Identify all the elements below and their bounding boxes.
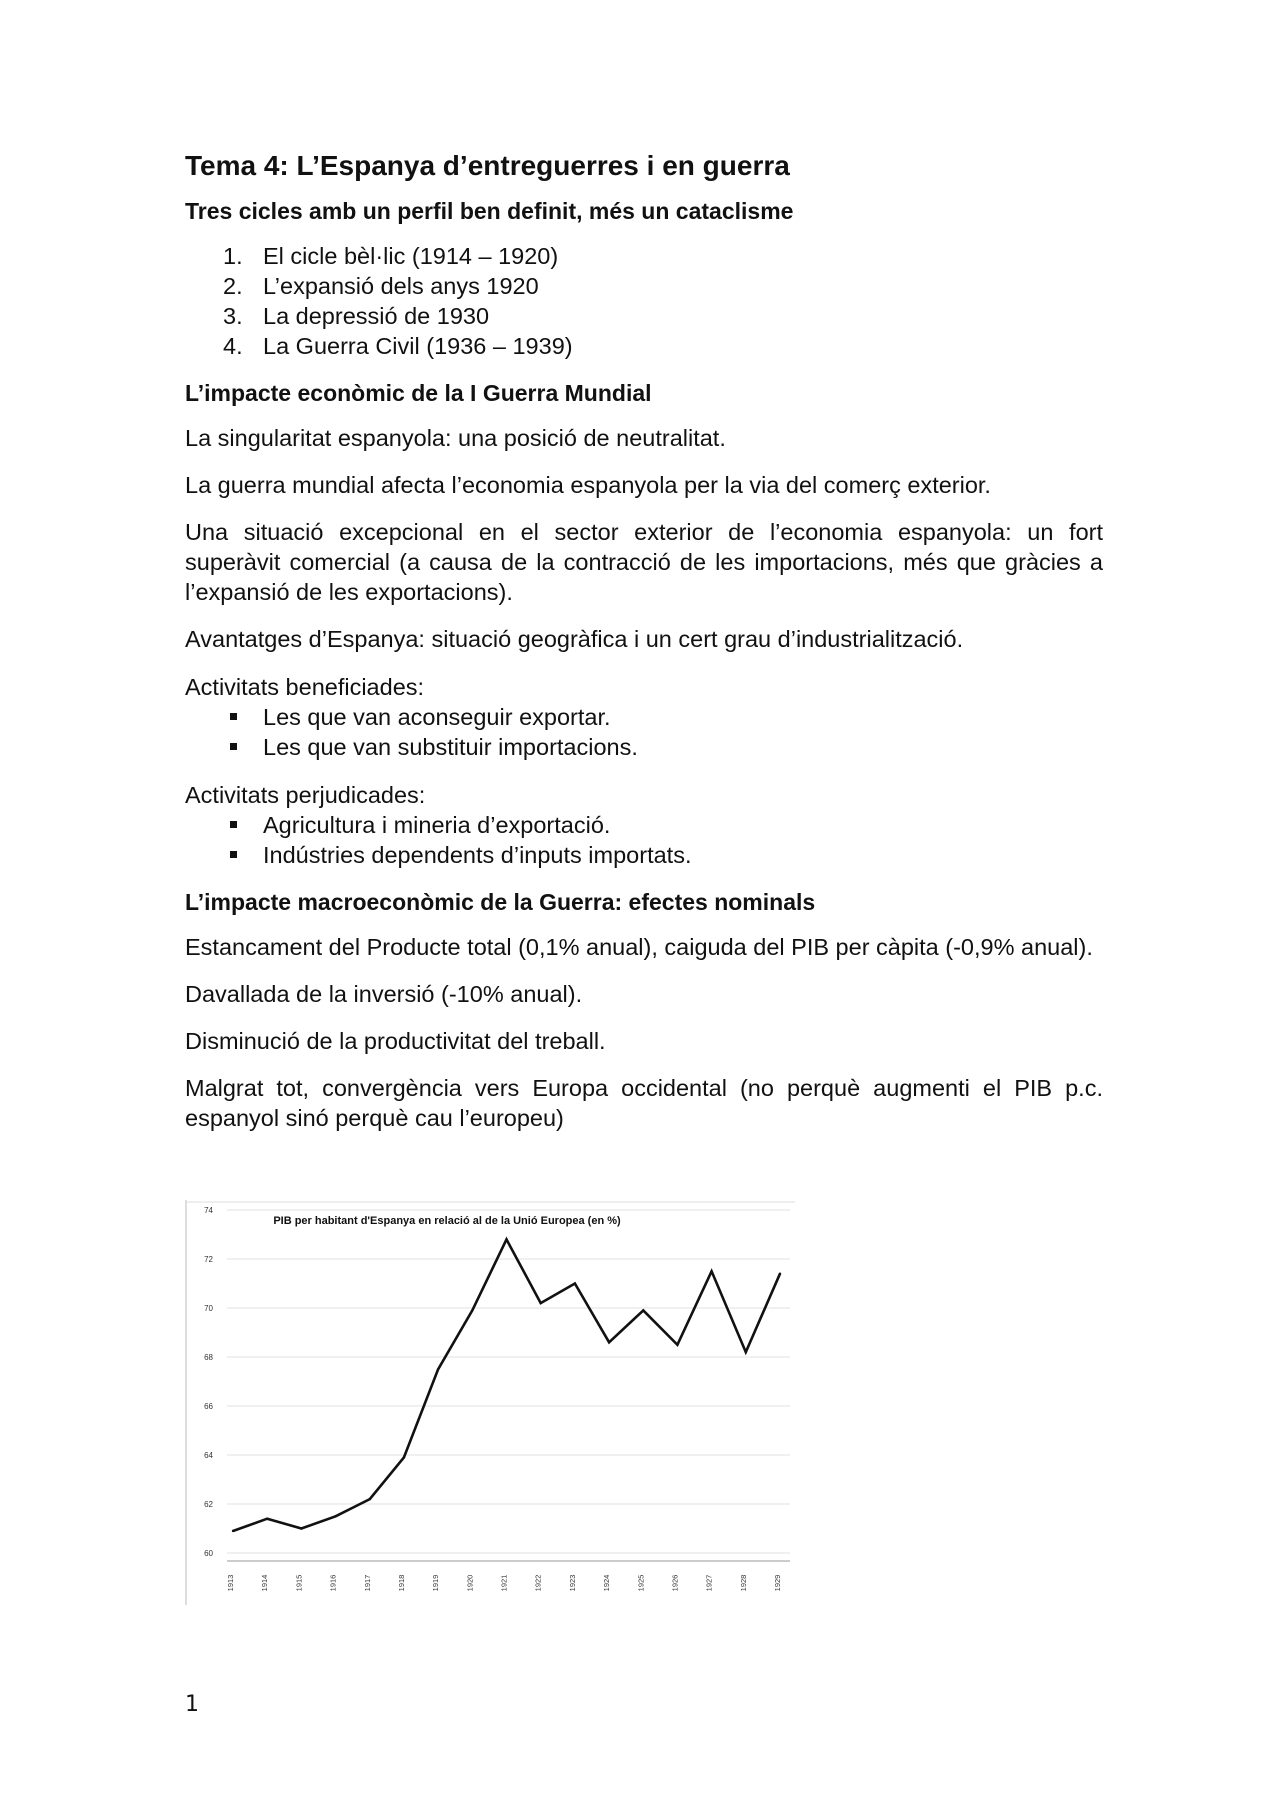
y-tick-label: 62 [204, 1500, 213, 1509]
data-point [710, 1270, 712, 1272]
y-tick-label: 60 [204, 1549, 213, 1558]
x-tick-label: 1915 [294, 1574, 304, 1592]
gdp-chart [185, 1200, 805, 1605]
document-body [185, 148, 1103, 1150]
paragraph: Estancament del Producte total (0,1% anual), caiguda del PIB per càpita (-0,9% anual). [185, 933, 1093, 960]
section-heading-cycles: Tres cicles amb un perfil ben definit, més un cataclisme [185, 198, 794, 224]
list-item-text: Les que van substituir importacions. [263, 733, 638, 760]
paragraph: Malgrat tot, convergència vers Europa occidental (no perquè augmenti el PIB p.c. espanyol sinó perquè cau l’europeu) [185, 1075, 1103, 1132]
x-tick-label: 1926 [670, 1574, 680, 1592]
x-tick-label: 1919 [431, 1574, 441, 1592]
paragraph: La singularitat espanyola: una posició de neutralitat. [185, 425, 726, 452]
x-tick-label: 1921 [499, 1574, 509, 1592]
x-tick-label: 1929 [773, 1574, 782, 1592]
x-tick-label: 1913 [226, 1574, 235, 1592]
x-tick-label: 1916 [328, 1574, 338, 1592]
paragraph: La guerra mundial afecta l’economia espanyola per la via del comerç exterior. [185, 472, 991, 499]
harmed-label: Activitats perjudicades: [185, 781, 426, 808]
list-item-text: Agricultura i mineria d’exportació. [263, 811, 611, 838]
x-tick-label: 1914 [260, 1574, 270, 1592]
section-heading-macro-impact: L’impacte macroeconòmic de la Guerra: efectes nominals [185, 889, 816, 916]
page-title: Tema 4: L’Espanya d’entreguerres i en guerra [185, 150, 790, 181]
list-item [185, 702, 1103, 732]
list-number: 1. [223, 242, 243, 269]
paragraph: Davallada de la inversió (-10% anual). [185, 981, 583, 1007]
bullet-icon [230, 713, 237, 720]
data-point [676, 1344, 678, 1346]
data-point [232, 1530, 234, 1532]
list-item [185, 241, 1103, 271]
paragraph: Una situació excepcional en el sector exterior de l’economia espanyola: un fort superàvit comercial (a causa de la contracció de les importacions, més que gràcies a l’expansió de les exportacions). [185, 519, 1103, 606]
list-item [185, 301, 1103, 331]
x-tick-label: 1922 [533, 1574, 543, 1592]
y-tick-label: 64 [204, 1451, 213, 1460]
list-item-text: Les que van aconseguir exportar. [263, 703, 611, 730]
section-heading-war-impact: L’impacte econòmic de la I Guerra Mundial [185, 380, 652, 407]
bullet-icon [230, 821, 237, 828]
y-tick-label: 68 [204, 1353, 213, 1362]
bullet-icon [230, 743, 237, 750]
data-point [642, 1309, 644, 1311]
data-point [745, 1351, 747, 1353]
list-number: 3. [223, 303, 243, 330]
list-item [185, 271, 1103, 301]
list-item-text: El cicle bèl·lic (1914 – 1920) [263, 242, 559, 269]
y-tick-label: 72 [204, 1255, 213, 1264]
harmed-list [185, 810, 1103, 870]
data-point [437, 1368, 439, 1370]
x-tick-label: 1925 [636, 1574, 646, 1592]
benefited-label: Activitats beneficiades: [185, 673, 425, 700]
data-point [471, 1309, 473, 1311]
list-item-text: La Guerra Civil (1936 – 1939) [263, 333, 573, 360]
list-item-text: L’expansió dels anys 1920 [263, 272, 539, 299]
paragraph: Disminució de la productivitat del treball. [185, 1028, 606, 1055]
data-point [300, 1527, 302, 1529]
data-point [334, 1515, 336, 1517]
benefited-list [185, 702, 1103, 762]
chart-title: PIB per habitant d'Espanya en relació al de la Unió Europea (en %) [273, 1215, 621, 1227]
list-item [185, 840, 1103, 870]
data-point [403, 1456, 405, 1458]
data-point [539, 1302, 541, 1304]
data-point [608, 1341, 610, 1343]
list-number: 4. [223, 333, 243, 360]
chart-svg [185, 1200, 805, 1605]
list-item [185, 732, 1103, 762]
data-point [574, 1282, 576, 1284]
data-point [779, 1273, 781, 1275]
bullet-icon [230, 851, 237, 858]
x-tick-label: 1927 [704, 1574, 714, 1592]
list-item [185, 810, 1103, 840]
x-tick-label: 1918 [396, 1574, 406, 1592]
list-item [185, 331, 1103, 361]
x-tick-label: 1917 [362, 1574, 372, 1592]
y-tick-label: 66 [204, 1402, 213, 1411]
list-item-text: Indústries dependents d’inputs importats. [263, 841, 692, 868]
data-point [266, 1518, 268, 1520]
data-point [505, 1238, 507, 1240]
x-tick-label: 1920 [465, 1574, 475, 1592]
list-number: 2. [223, 272, 243, 299]
y-tick-label: 74 [204, 1206, 213, 1215]
paragraph: Avantatges d’Espanya: situació geogràfica i un cert grau d’industrialització. [185, 626, 964, 653]
y-tick-label: 70 [204, 1304, 213, 1313]
list-item-text: La depressió de 1930 [263, 303, 490, 330]
page-number: 1 [185, 1692, 199, 1717]
x-tick-label: 1924 [602, 1574, 612, 1592]
x-tick-label: 1923 [567, 1574, 577, 1592]
x-tick-label: 1928 [738, 1574, 748, 1592]
data-point [369, 1498, 371, 1500]
cycles-list [185, 241, 1103, 361]
